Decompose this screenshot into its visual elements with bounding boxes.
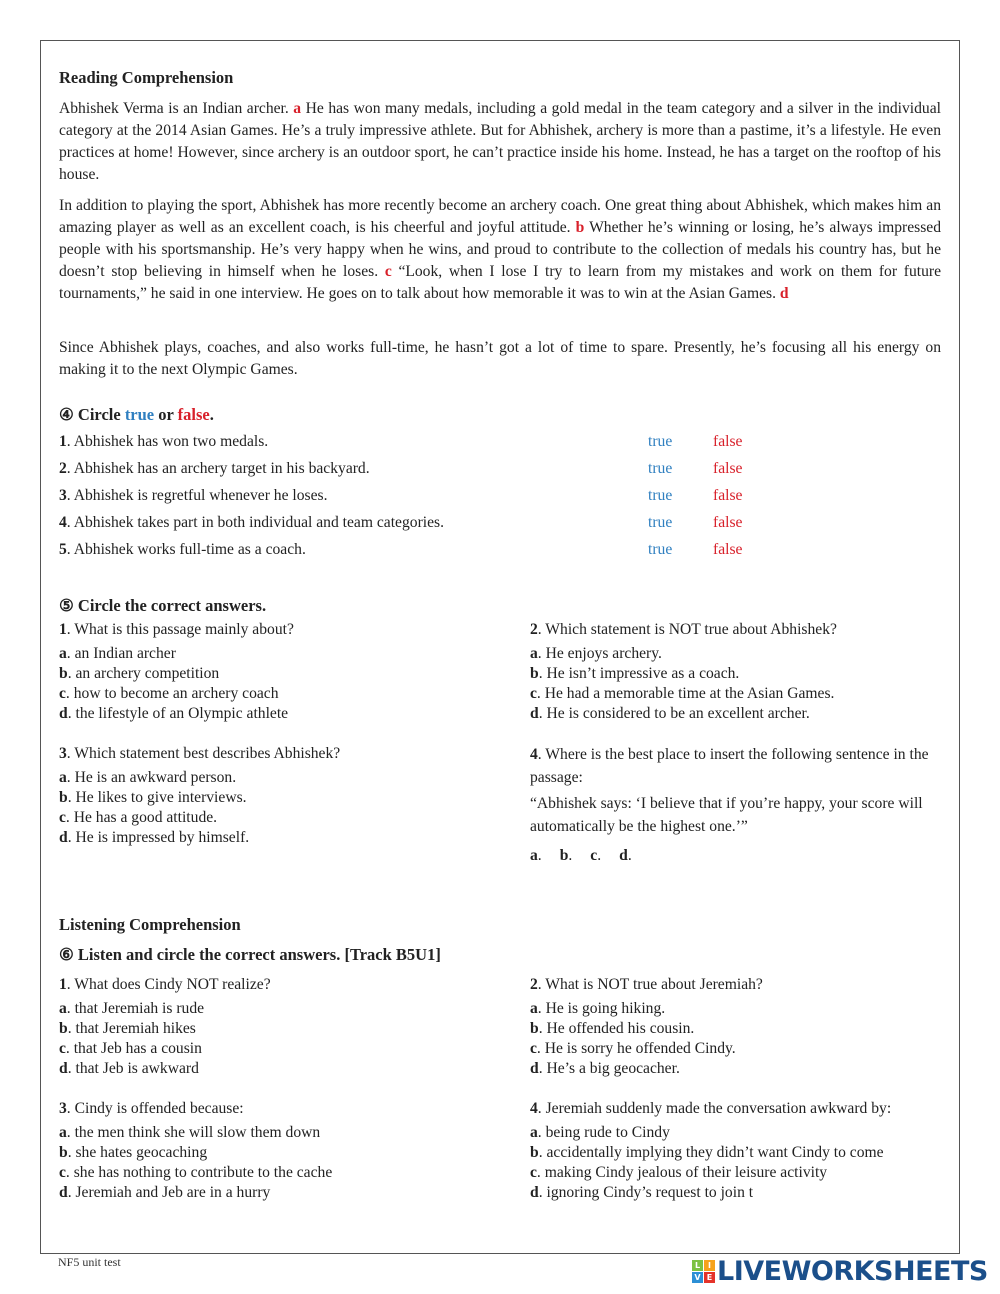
answer-option[interactable]: [59, 1019, 469, 1039]
true-option[interactable]: true: [648, 514, 673, 531]
answer-option[interactable]: [530, 1059, 940, 1079]
tf-heading-false: false: [177, 405, 210, 424]
option-text: . He likes to give interviews.: [67, 789, 247, 806]
option-letter: a: [59, 1000, 67, 1017]
tf-item: [59, 541, 779, 563]
option-text: . accidentally implying they didn’t want Cindy to come: [538, 1144, 884, 1161]
option-letter: c: [530, 1164, 537, 1181]
answer-option[interactable]: [59, 788, 469, 808]
answer-option[interactable]: [530, 999, 940, 1019]
option-letter: b: [59, 789, 68, 806]
option-letter: c: [590, 847, 598, 864]
tf-statement: [59, 541, 306, 559]
item-number: 4: [59, 514, 67, 531]
option-text: . how to become an archery coach: [65, 685, 279, 702]
question-text: [530, 1098, 940, 1120]
option-letter: d: [530, 705, 539, 722]
reading-title: Reading Comprehension: [59, 68, 234, 87]
option-text: . He isn’t impressive as a coach.: [538, 665, 740, 682]
tf-statement: [59, 433, 268, 451]
question-text: [530, 974, 940, 996]
option-text: . ignoring Cindy’s request to join t: [538, 1184, 754, 1201]
question-stem: . What is NOT true about Jeremiah?: [537, 976, 763, 993]
question-number: 3: [59, 1100, 67, 1117]
item-text: . Abhishek takes part in both individual and team categories.: [66, 514, 444, 531]
option-letter: b: [59, 1020, 68, 1037]
tf-item: [59, 460, 779, 482]
question: [59, 974, 469, 1079]
item-number: 1: [59, 433, 67, 450]
item-number: 3: [59, 487, 67, 504]
tf-heading-or: or: [158, 405, 174, 424]
passage-text: Since Abhishek plays, coaches, and also works full-time, he hasn’t got a lot of time to spare. Presently, he’s focusing all his energy on making it to the next Olympic Games.: [59, 339, 941, 378]
logo-cube: E: [704, 1272, 715, 1283]
question-number: 2: [530, 621, 538, 638]
question-text: [59, 1098, 469, 1120]
answer-option[interactable]: [530, 1143, 940, 1163]
option-text: . He is sorry he offended Cindy.: [536, 1040, 736, 1057]
option-text: . that Jeb is awkward: [67, 1060, 199, 1077]
option-letter: b: [530, 1020, 539, 1037]
question: [59, 1098, 469, 1203]
option-text: . He is impressed by himself.: [67, 829, 250, 846]
question: [59, 743, 469, 848]
option-letter: c: [59, 809, 66, 826]
false-option[interactable]: false: [713, 541, 743, 558]
answer-option[interactable]: [59, 1163, 469, 1183]
answer-option[interactable]: [59, 768, 469, 788]
item-text: . Abhishek has an archery target in his backyard.: [66, 460, 370, 477]
passage-text: In addition to playing the sport, Abhishek has more recently become an archery coach. One great thing about Abhishek, which makes him an amazing player as well as an excellent coach, is his cheerful and joyful attitude.: [59, 197, 941, 236]
question: [530, 974, 940, 1079]
logo-cubes-icon: [692, 1260, 715, 1283]
option-text: . that Jeremiah is rude: [66, 1000, 205, 1017]
logo-cube: L: [692, 1260, 703, 1271]
question-stem: . Jeremiah suddenly made the conversation awkward by:: [537, 1100, 892, 1117]
listening-heading: ⑥ Listen and circle the correct answers. [Track B5U1]: [59, 945, 441, 964]
option-text: . He’s a big geocacher.: [538, 1060, 680, 1077]
item-number: 2: [59, 460, 67, 477]
logo-text: LIVEWORKSHEETS: [717, 1256, 988, 1287]
true-option[interactable]: true: [648, 487, 673, 504]
option-letter: a: [530, 847, 538, 864]
false-option[interactable]: false: [713, 433, 743, 450]
option-text: . that Jeremiah hikes: [67, 1020, 196, 1037]
option-text: . the men think she will slow them down: [66, 1124, 321, 1141]
question-number: 4: [530, 746, 538, 763]
question-stem: . Cindy is offended because:: [66, 1100, 244, 1117]
letter-options: [530, 846, 940, 866]
question-text: [59, 974, 469, 996]
letter-option[interactable]: c.: [590, 847, 602, 864]
option-letter: a: [59, 1124, 67, 1141]
option-letter: a: [59, 769, 67, 786]
question-number: 4: [530, 1100, 538, 1117]
mc-heading: ⑤ Circle the correct answers.: [59, 596, 267, 615]
footer-label: NF5 unit test: [58, 1255, 121, 1269]
item-number: 5: [59, 541, 67, 558]
question: [59, 619, 469, 724]
option-text: . making Cindy jealous of their leisure activity: [536, 1164, 828, 1181]
option-text: . He has a good attitude.: [65, 809, 218, 826]
passage-text: Whether he’s winning or losing, he’s always impressed people with his sportsmanship. He’s very happy when he wins, and proud to contribute to the collection of medals his country has, but he doesn’t stop believing in himself when he loses.: [59, 219, 941, 280]
insert-marker: b: [575, 219, 585, 236]
question-text: [59, 619, 469, 641]
option-letter: b: [59, 665, 68, 682]
false-option[interactable]: false: [713, 460, 743, 477]
answer-option[interactable]: [59, 828, 469, 848]
answer-option[interactable]: [530, 664, 940, 684]
question-text: [59, 743, 469, 765]
question-number: 1: [59, 976, 67, 993]
letter-option[interactable]: b.: [559, 847, 573, 864]
option-text: . the lifestyle of an Olympic athlete: [67, 705, 289, 722]
section-number: ④: [59, 405, 74, 424]
tf-heading-period: .: [209, 405, 214, 424]
item-text: . Abhishek is regretful whenever he loses.: [66, 487, 328, 504]
answer-option[interactable]: [59, 808, 469, 828]
option-letter: b: [530, 1144, 539, 1161]
item-text: . Abhishek has won two medals.: [66, 433, 269, 450]
false-option[interactable]: false: [713, 487, 743, 504]
true-option[interactable]: true: [648, 541, 673, 558]
option-text: . He enjoys archery.: [537, 645, 662, 662]
answer-option[interactable]: [530, 684, 940, 704]
answer-option[interactable]: [59, 1059, 469, 1079]
option-letter: c: [59, 1164, 66, 1181]
option-letter: d: [619, 847, 628, 864]
option-text: . He had a memorable time at the Asian Games.: [536, 685, 835, 702]
passage-paragraph-2: [59, 195, 941, 305]
option-text: . an Indian archer: [66, 645, 176, 662]
false-option[interactable]: false: [713, 514, 743, 531]
option-letter: d: [530, 1060, 539, 1077]
letter-option[interactable]: d.: [619, 847, 632, 864]
question: [530, 743, 940, 866]
tf-item: [59, 487, 779, 509]
option-text: . He is an awkward person.: [66, 769, 237, 786]
true-option[interactable]: true: [648, 460, 673, 477]
logo-cube: I: [704, 1260, 715, 1271]
tf-item: [59, 433, 779, 455]
question-text: [530, 619, 940, 641]
question-text: [530, 743, 940, 789]
insert-marker: a: [293, 100, 302, 117]
answer-option[interactable]: [59, 1123, 469, 1143]
option-letter: d: [530, 1184, 539, 1201]
answer-option[interactable]: [530, 704, 940, 724]
option-text: . being rude to Cindy: [537, 1124, 670, 1141]
answer-option[interactable]: [59, 1039, 469, 1059]
option-letter: c: [530, 685, 537, 702]
tf-heading-text: Circle: [77, 405, 121, 424]
option-text: . she has nothing to contribute to the cache: [65, 1164, 333, 1181]
option-letter: a: [59, 645, 67, 662]
letter-option[interactable]: a.: [530, 847, 542, 864]
passage-text: “Look, when I lose I try to learn from my mistakes and work on them for future tournaments,” he said in one interview. He goes on to talk about how memorable it was to win at the Asian Games.: [59, 263, 941, 302]
option-text: . He is considered to be an excellent archer.: [538, 705, 810, 722]
liveworksheets-logo: [692, 1256, 988, 1287]
question-number: 2: [530, 976, 538, 993]
answer-option[interactable]: [530, 1163, 940, 1183]
option-letter: d: [59, 705, 68, 722]
option-letter: d: [59, 1184, 68, 1201]
option-letter: a: [530, 645, 538, 662]
insert-marker: c: [384, 263, 392, 280]
question: [530, 619, 940, 724]
answer-option[interactable]: [59, 1183, 469, 1203]
option-letter: c: [59, 685, 66, 702]
answer-option[interactable]: [530, 1183, 940, 1203]
tf-statement: [59, 487, 328, 505]
answer-option[interactable]: [59, 1143, 469, 1163]
question-stem: . What is this passage mainly about?: [66, 621, 294, 638]
logo-cube: V: [692, 1272, 703, 1283]
option-text: . she hates geocaching: [67, 1144, 208, 1161]
option-letter: c: [530, 1040, 537, 1057]
answer-option[interactable]: [530, 1039, 940, 1059]
option-letter: b: [59, 1144, 68, 1161]
tf-heading-true: true: [124, 405, 155, 424]
answer-option[interactable]: [59, 644, 469, 664]
answer-option[interactable]: [59, 704, 469, 724]
answer-option[interactable]: [59, 999, 469, 1019]
question-stem: . What does Cindy NOT realize?: [66, 976, 271, 993]
option-text: . an archery competition: [67, 665, 220, 682]
true-option[interactable]: true: [648, 433, 673, 450]
quoted-sentence: “Abhishek says: ‘I believe that if you’re happy, your score will automatically be the highest one.’”: [530, 795, 923, 835]
passage-text: Abhishek Verma is an Indian archer.: [59, 100, 294, 117]
answer-option[interactable]: [59, 684, 469, 704]
option-letter: b: [559, 847, 569, 864]
answer-option[interactable]: [530, 1123, 940, 1143]
option-letter: a: [530, 1000, 538, 1017]
option-text: . He is going hiking.: [537, 1000, 666, 1017]
passage-paragraph-1: [59, 98, 941, 186]
question-number: 3: [59, 745, 67, 762]
option-letter: c: [59, 1040, 66, 1057]
question-stem: . Which statement is NOT true about Abhishek?: [537, 621, 837, 638]
option-text: . He offended his cousin.: [538, 1020, 695, 1037]
question-stem: . Which statement best describes Abhishek?: [66, 745, 341, 762]
option-letter: d: [59, 829, 68, 846]
listening-title: Listening Comprehension: [59, 915, 241, 934]
question-stem: . Where is the best place to insert the following sentence in the passage:: [530, 746, 929, 786]
tf-heading: [59, 405, 214, 425]
item-text: . Abhishek works full-time as a coach.: [66, 541, 306, 558]
option-text: . Jeremiah and Jeb are in a hurry: [67, 1184, 271, 1201]
answer-option[interactable]: [530, 644, 940, 664]
answer-option[interactable]: [530, 1019, 940, 1039]
passage-paragraph-3: [59, 337, 941, 381]
tf-statement: [59, 514, 444, 532]
question-number: 1: [59, 621, 67, 638]
option-letter: d: [59, 1060, 68, 1077]
tf-item: [59, 514, 779, 536]
option-letter: b: [530, 665, 539, 682]
passage-text: He has won many medals, including a gold medal in the team category and a silver in the individual category at the 2014 Asian Games. He’s a truly impressive athlete. But for Abhishek, archery is more than a pastime, it’s a lifestyle. He even practices at home! However, since archery is an outdoor sport, he can’t practice inside his home. Instead, he has a target on the rooftop of his house.: [59, 100, 941, 183]
question: [530, 1098, 940, 1203]
option-text: . that Jeb has a cousin: [65, 1040, 202, 1057]
tf-statement: [59, 460, 370, 478]
option-letter: a: [530, 1124, 538, 1141]
answer-option[interactable]: [59, 664, 469, 684]
insert-marker: d: [779, 285, 789, 302]
